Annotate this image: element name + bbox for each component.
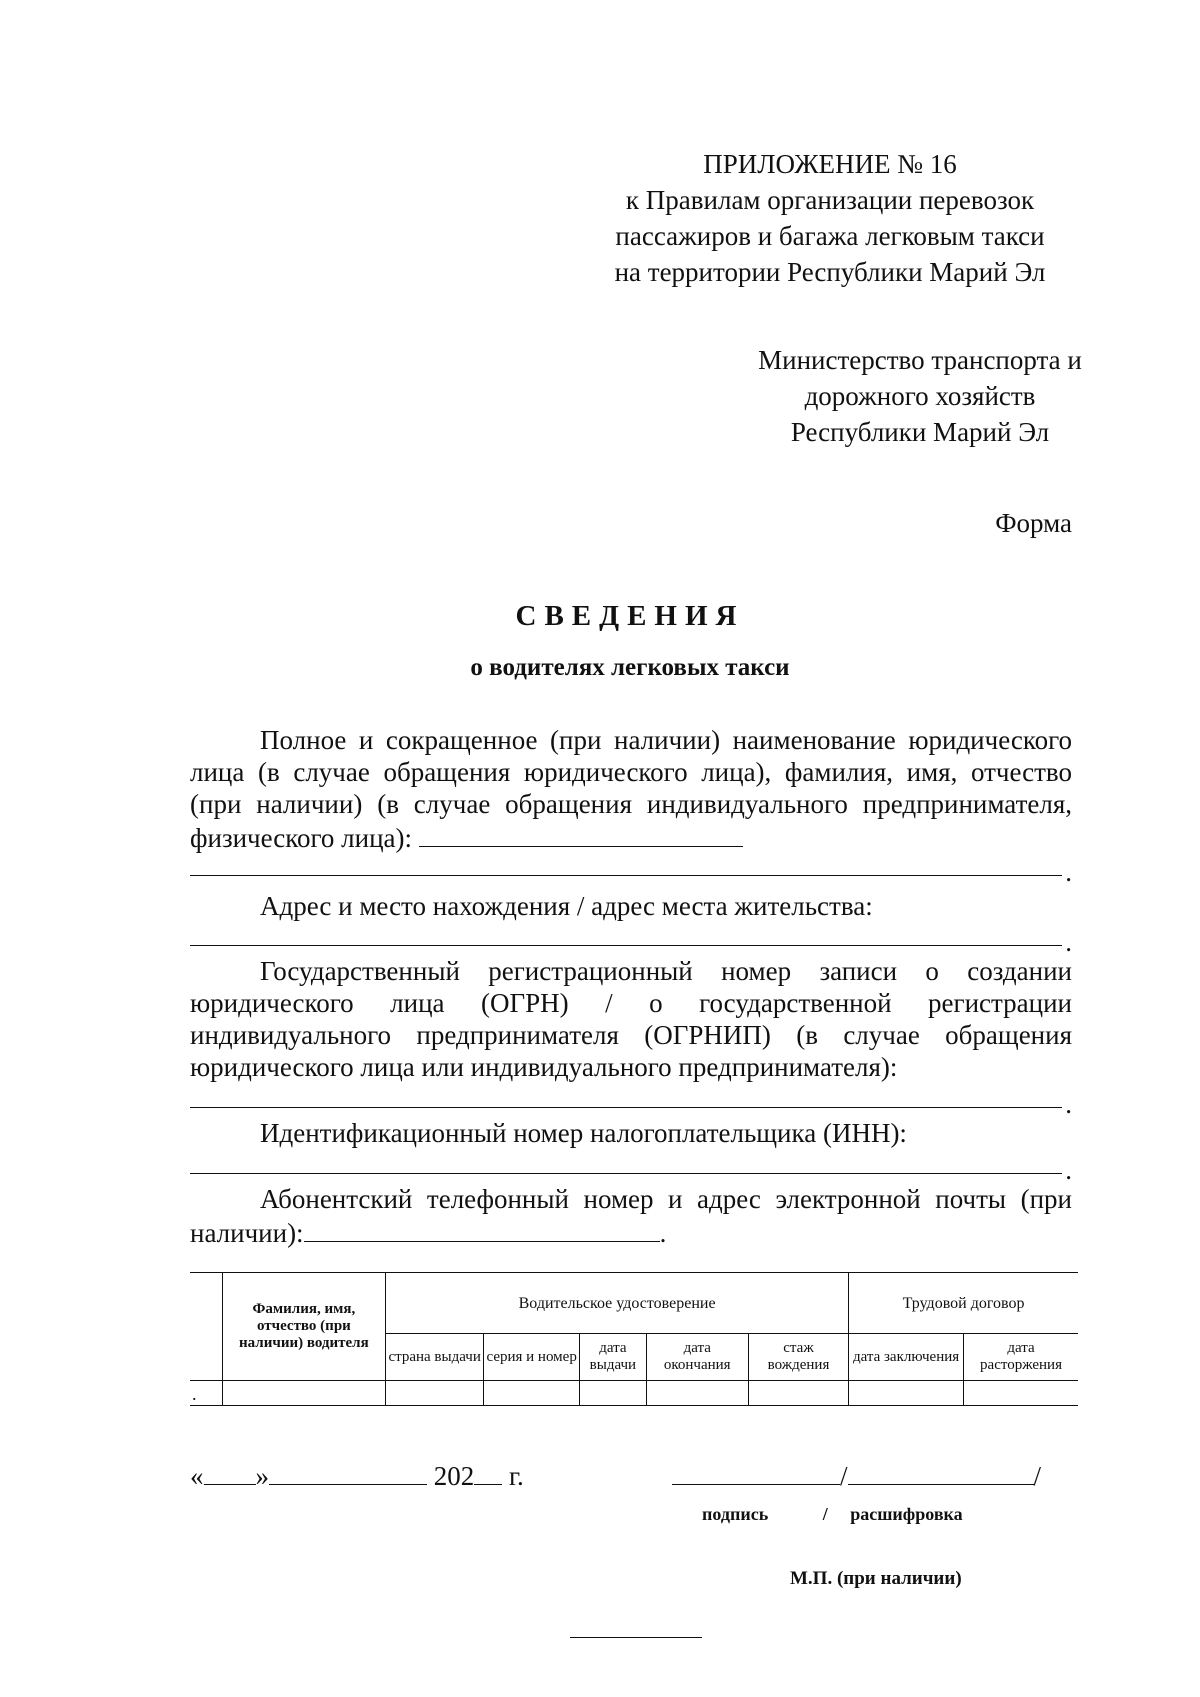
caption-signature: подпись: [702, 1504, 769, 1524]
name-fill-line-2[interactable]: [190, 852, 1072, 887]
table-cell[interactable]: [849, 1381, 964, 1406]
inn-fill-line[interactable]: [190, 1150, 1072, 1185]
table-cell[interactable]: [222, 1381, 385, 1406]
signature-fill-line[interactable]: [672, 1458, 840, 1485]
appendix-line: пассажиров и багажа легковым такси: [615, 221, 1045, 251]
drivers-table: [190, 1272, 1078, 1406]
table-index-column: [190, 1273, 222, 1381]
name-fill-line[interactable]: [419, 820, 743, 847]
col-driver-name: Фамилия, имя, отчество (при наличии) водителя: [222, 1273, 385, 1381]
year-prefix: 202: [433, 1461, 475, 1491]
year-fill-line[interactable]: [474, 1458, 502, 1485]
ogrn-fill-line[interactable]: [190, 1084, 1072, 1119]
table-cell[interactable]: [386, 1381, 484, 1406]
ministry-line: Республики Марий Эл: [790, 417, 1050, 447]
caption-separator: /: [822, 1504, 828, 1524]
phone-field: [190, 1183, 1072, 1249]
signature-date: [190, 1458, 590, 1492]
decoding-fill-line[interactable]: [848, 1458, 1034, 1485]
name-field: [190, 724, 1072, 854]
col-license-country: страна выдачи: [386, 1334, 484, 1381]
ministry-line: Министерство транспорта и: [758, 345, 1082, 375]
signature-fields: [672, 1458, 1072, 1492]
name-field-label: Полное и сокращенное (при наличии) наименование юридического лица (в случае обращения юридического лица), фамилия, имя, отчество (при наличии) (в случае обращения индивидуального предпринимателя, физического лица):: [190, 725, 1072, 853]
caption-decoding: расшифровка: [850, 1504, 963, 1524]
group-driver-license: Водительское удостоверение: [386, 1273, 849, 1334]
table-cell[interactable]: [646, 1381, 748, 1406]
col-driving-experience: стаж вождения: [748, 1334, 848, 1381]
document-subtitle: о водителях легковых такси: [470, 654, 790, 681]
signature-slash: /: [1033, 1461, 1042, 1491]
address-fill-line[interactable]: [190, 922, 1072, 957]
table-cell[interactable]: [748, 1381, 848, 1406]
end-divider: [570, 1637, 702, 1638]
appendix-line: к Правилам организации перевозок: [625, 185, 1035, 215]
appendix-header: [560, 146, 1100, 290]
table-cell[interactable]: [484, 1381, 580, 1406]
day-fill-line[interactable]: [204, 1458, 256, 1485]
phone-fill-line[interactable]: [304, 1215, 660, 1242]
document-title: СВЕДЕНИЯ: [515, 600, 745, 632]
ministry-addressee: [720, 342, 1120, 450]
line-end-dot: .: [659, 1218, 667, 1248]
table-cell[interactable]: [964, 1381, 1078, 1406]
ogrn-field-label: Государственный регистрационный номер записи о создании юридического лица (ОГРН) / о государственной регистрации индивидуального предпринимателя (ОГРНИП) (в случае обращения юридического лица или индивидуального предпринимателя):: [190, 956, 1072, 1082]
signature-slash: /: [840, 1461, 848, 1491]
quote-close: »: [255, 1461, 269, 1491]
phone-field-label: Абонентский телефонный номер и адрес электронной почты (при наличии):: [190, 1184, 1072, 1248]
col-contract-start: дата заключения: [849, 1334, 964, 1381]
table-row: [190, 1381, 1078, 1406]
line-end-dot: .: [1065, 927, 1072, 957]
appendix-line: ПРИЛОЖЕНИЕ № 16: [703, 149, 957, 179]
col-license-number: серия и номер: [484, 1334, 580, 1381]
appendix-line: на территории Республики Марий Эл: [614, 257, 1046, 287]
row-marker: .: [190, 1381, 222, 1406]
quote-open: «: [190, 1461, 204, 1491]
inn-field-label: Идентификационный номер налогоплательщика (ИНН):: [260, 1118, 907, 1148]
ministry-line: дорожного хозяйств: [804, 381, 1036, 411]
col-license-expiry-date: дата окончания: [646, 1334, 748, 1381]
address-field-label: Адрес и место нахождения / адрес места жительства:: [260, 891, 873, 921]
col-license-issue-date: дата выдачи: [580, 1334, 646, 1381]
stamp-place: М.П. (при наличии): [790, 1568, 962, 1589]
line-end-dot: .: [1065, 1155, 1072, 1185]
table-cell[interactable]: [580, 1381, 646, 1406]
group-employment-contract: Трудовой договор: [849, 1273, 1078, 1334]
col-contract-end: дата расторжения: [964, 1334, 1078, 1381]
month-fill-line[interactable]: [269, 1458, 427, 1485]
line-end-dot: .: [1065, 857, 1072, 887]
year-suffix: г.: [509, 1461, 524, 1491]
signature-caption: [672, 1504, 1072, 1525]
form-label: Форма: [995, 508, 1072, 538]
line-end-dot: .: [1065, 1089, 1072, 1119]
